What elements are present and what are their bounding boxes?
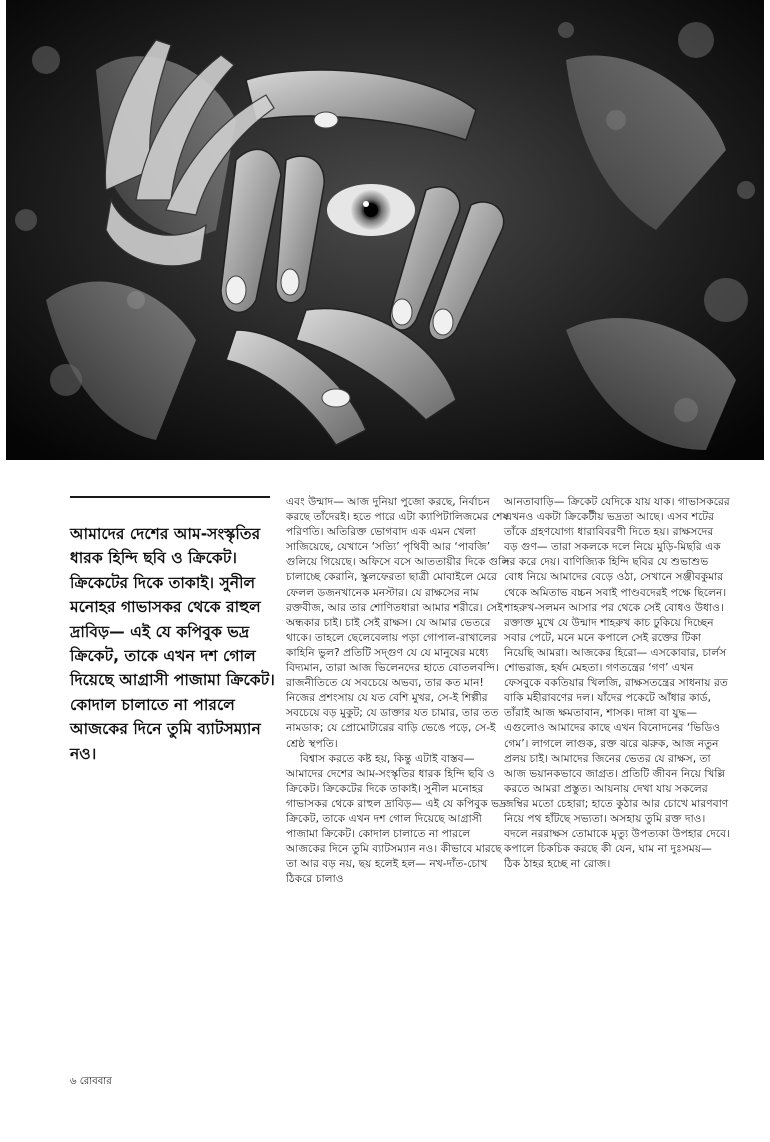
page-footer xyxy=(70,1074,112,1091)
pull-quote-rule xyxy=(70,496,270,498)
hero-illustration xyxy=(6,0,764,460)
page-number: ৬ xyxy=(70,1076,77,1087)
pull-quote: আমাদের দেশের আম-সংস্কৃতির ধারক হিন্দি ছবি ও ক্রিকেট। ক্রিকেটের দিকে তাকাই। সুনীল মনোহর গাভাসকর থেকে রাহুল দ্রাবিড়— এই যে কপিবুক ভদ্র ক্রিকেট, তাকে এখন দশ গোল দিয়েছে আগ্রাসী পাজামা ক্রিকেট। কোদাল চালাতে না পারলে আজকের দিনে তুমি ব্যাটসম্যান নও। xyxy=(70,525,275,763)
article-column-2 xyxy=(504,494,730,871)
article-paragraph: আনতাবাড়ি— ক্রিকেট যেদিকে যায় যাক। গাভাসকরের এখনও একটা ক্রিকেটীয় ভদ্রতা আছে। এসব শটের তাঁকে গ্রহণযোগ্য ধারাবিবরণী দিতে হয়। রাক্ষসদের বড় গুণ— তারা সকলকে দলে নিয়ে মুড়ি-মিছরি এক দর করে দেয়। বাণিজ্যিক হিন্দি ছবির যে শুভাশুভ বোধ নিয়ে আমাদের বেড়ে ওঠা, সেখানে সঞ্জীবকুমার থেকে অমিতাভ বচ্চন সবাই পাণ্ডবদেরই পক্ষে ছিলেন। শাহরুখ-সলমন আসার পর থেকে সেই বোধও উধাও। রক্তাক্ত মুখে যে উন্মাদ শাহরুখ কাচ ঢুকিয়ে দিচ্ছেন সবার পেটে, মনে মনে কপালে সেই রক্তের টিকা নিয়েছি আমরা। আজকের হিরো— এসকোবার, চার্লস শোভরাজ, হর্ষদ মেহতা। গণতন্ত্রের ‘গণ’ এখন ফেসবুকে বকতিয়ার খিলজি, রাক্ষসতন্ত্রের সাধনায় রত বাকি মহীরাবণের দল। যাঁদের পকেটে আঁধার কার্ড, তাঁরাই আজ ক্ষমতাবান, শাসক। দাঙ্গা বা যুদ্ধ— এগুলোও আমাদের কাছে এখন বিনোদনের ‘ভিডিও গেম’। লাগলে লাগুক, রক্ত ঝরে ঝরুক, আজ নতুন প্রলয় চাই। আমাদের জিনের ভেতর যে রাক্ষস, তা আজ ভয়ানকভাবে জাগ্রত। প্রতিটি জীবন নিয়ে খিল্লি করতে আমরা প্রস্তুত। আয়নায় দেখা যায় সকলের জম্বির মতো চেহারা; হাতে কুঠার আর চোখে মারণবাণ নিয়ে পথ হাঁটছে সভ্যতা। অসহায় তুমি রক্ত দাও। বদলে নররাক্ষস তোমাকে মৃত্যু উপত্যকা উপহার দেবে। কপালে চিকচিক করছে কী যেন, ঘাম না দুঃসময়— ঠিক ঠাহর হচ্ছে না রোজ। xyxy=(504,495,730,871)
magazine-name: রোববার xyxy=(79,1076,112,1087)
article-paragraph: এবং উন্মাদ— আজ দুনিয়া পুজো করছে, নির্বাচন করছে তাঁদেরই। হতে পারে এটা ক্যাপিটালিজমের শেষ পরিণতি। অতিরিক্ত ভোগবাদ এক এমন খেলা সাজিয়েছে, যেখানে ‘সত্যি’ পৃথিবী আর ‘পাবজি’ গুলিয়ে গিয়েছে। অফিসে বসে আততায়ীর দিকে গুলি চালাচ্ছে কেরানি, স্কুলফেরতা ছাত্রী মোবাইলে মেরে ফেলল ডজনখানেক মনস্টার। যে রাক্ষসের নাম রক্তবীজ, আর তার শোণিতধারা আমার শরীরে। সেই অন্ধকার চাই। চাই সেই রাক্ষস। যে আমার ভেতরে থাকে। তাহলে ছেলেবেলায় পড়া গোপাল-রাখালের কাহিনি ভুল? প্রতিটি সদ্গুণ যে যে মানুষের মধ্যে বিদ্যমান, তারা আজ ভিলেনদের হাতে বোতলবন্দি। রাজনীতিতে যে সবচেয়ে অভব্য, তার কত মান! নিজের প্রশংসায় যে যত বেশি মুখর, সে-ই শিল্পীর সবচেয়ে বড় মুকুট; যে ডাক্তার যত চামার, তার তত নামডাক; যে প্রোমোটারের বাড়ি ভেঙে পড়ে, সে-ই শ্রেষ্ঠ স্থপতি। xyxy=(286,495,510,750)
article-column-1 xyxy=(286,494,512,886)
article-paragraph: বিশ্বাস করতে কষ্ট হয়, কিন্তু এটাই বাস্তব— আমাদের দেশের আম-সংস্কৃতির ধারক হিন্দি ছবি ও ক্রিকেট। ক্রিকেটের দিকে তাকাই। সুনীল মনোহর গাভাসকর থেকে রাহুল দ্রাবিড়— এই যে কপিবুক ভদ্র ক্রিকেট, তাকে এখন দশ গোল দিয়েছে আগ্রাসী পাজামা ক্রিকেট। কোদাল চালাতে না পারলে আজকের দিনে তুমি ব্যাটসম্যান নও। কীভাবে মারছে তা আর বড় নয়, ছয় হলেই হল— নখ-দাঁত-চোখ ঠিকরে চালাও xyxy=(286,751,507,886)
hands-covering-eye-artwork xyxy=(6,0,764,460)
